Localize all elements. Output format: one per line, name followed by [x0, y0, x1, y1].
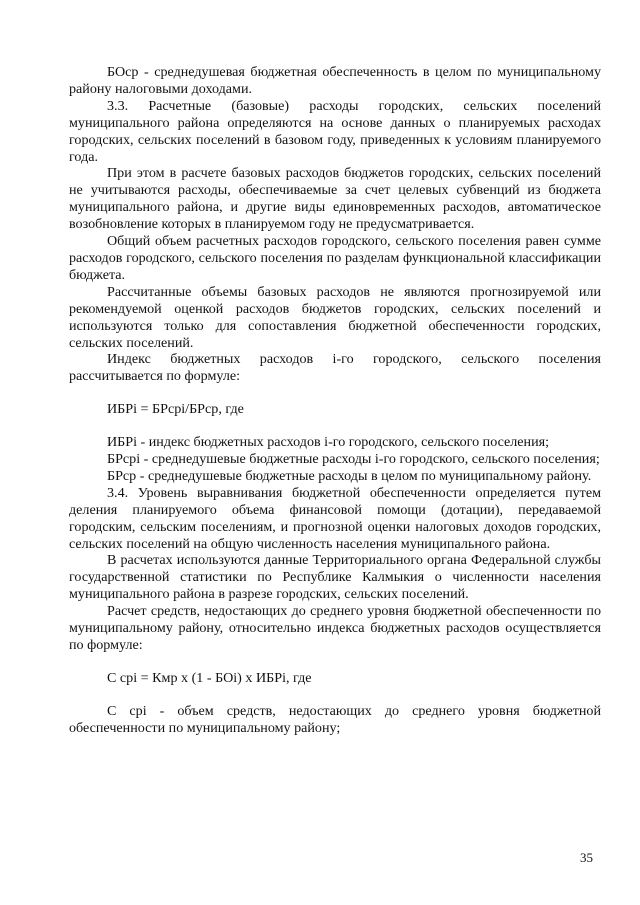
paragraph-total-expenses: Общий объем расчетных расходов городского, сельского поселения равен сумме расходов городского, сельского поселения по разделам функциональной классификации бюджета. [69, 233, 601, 283]
definition-brsri: БРсрi - среднедушевые бюджетные расходы i-го городского, сельского поселения; [107, 451, 600, 468]
paragraph-base-expenses: При этом в расчете базовых расходов бюджетов городских, сельских поселений не учитываются расходы, обеспечиваемые за счет целевых субвенций из бюджета муниципального района, и другие виды единовременных расходов, автоматическое возобновление которых в планируемом году не предусматривается. [69, 165, 601, 233]
page-number: 35 [580, 850, 593, 865]
definition-brsr: БРср - среднедушевые бюджетные расходы в целом по муниципальному району. [107, 467, 592, 484]
document-page [69, 64, 601, 737]
paragraph-statistics-source: В расчетах используются данные Территориального органа Федеральной службы государственной статистики по Республике Калмыкия о численности населения муниципального района в разрезе городских, сельских поселений. [69, 552, 601, 603]
formula-ibr: ИБРi = БРсрi/БРср, где [107, 401, 244, 418]
paragraph-funds-calculation: Расчет средств, недостающих до среднего уровня бюджетной обеспеченности по муниципальному району, относительно индекса бюджетных расходов осуществляется по формуле: [69, 603, 601, 653]
definition-csri: С срi - объем средств, недостающих до среднего уровня бюджетной обеспеченности по муниципальному району; [69, 702, 601, 736]
paragraph-index-intro: Индекс бюджетных расходов i-го городского, сельского поселения рассчитывается по формуле: [69, 351, 601, 385]
paragraph-calculated-volumes: Рассчитанные объемы базовых расходов не являются прогнозируемой или рекомендуемой оценкой расходов бюджетов городских, сельских поселений и используются только для сопоставления бюджетной обеспеченности городских, сельских поселений. [69, 283, 601, 351]
formula-csr: С срi = Кмр x (1 - БОi) x ИБРi, где [107, 669, 312, 686]
paragraph-bosr-definition: БОср - среднедушевая бюджетная обеспеченность в целом по муниципальному району налоговыми доходами. [69, 64, 601, 97]
paragraph-3-3: 3.3. Расчетные (базовые) расходы городских, сельских поселений муниципального района определяются на основе данных о планируемых расходах городских, сельских поселений в базовом году, приведенных к условиям планируемого года. [69, 97, 601, 165]
paragraph-3-4: 3.4. Уровень выравнивания бюджетной обеспеченности определяется путем деления планируемого объема финансовой помощи (дотации), передаваемой городским, сельским поселениям, и прогнозной оценки налоговых доходов городских, сельских поселений на общую численность населения муниципального района. [69, 484, 601, 552]
definition-ibr: ИБРi - индекс бюджетных расходов i-го городского, сельского поселения; [107, 434, 550, 451]
